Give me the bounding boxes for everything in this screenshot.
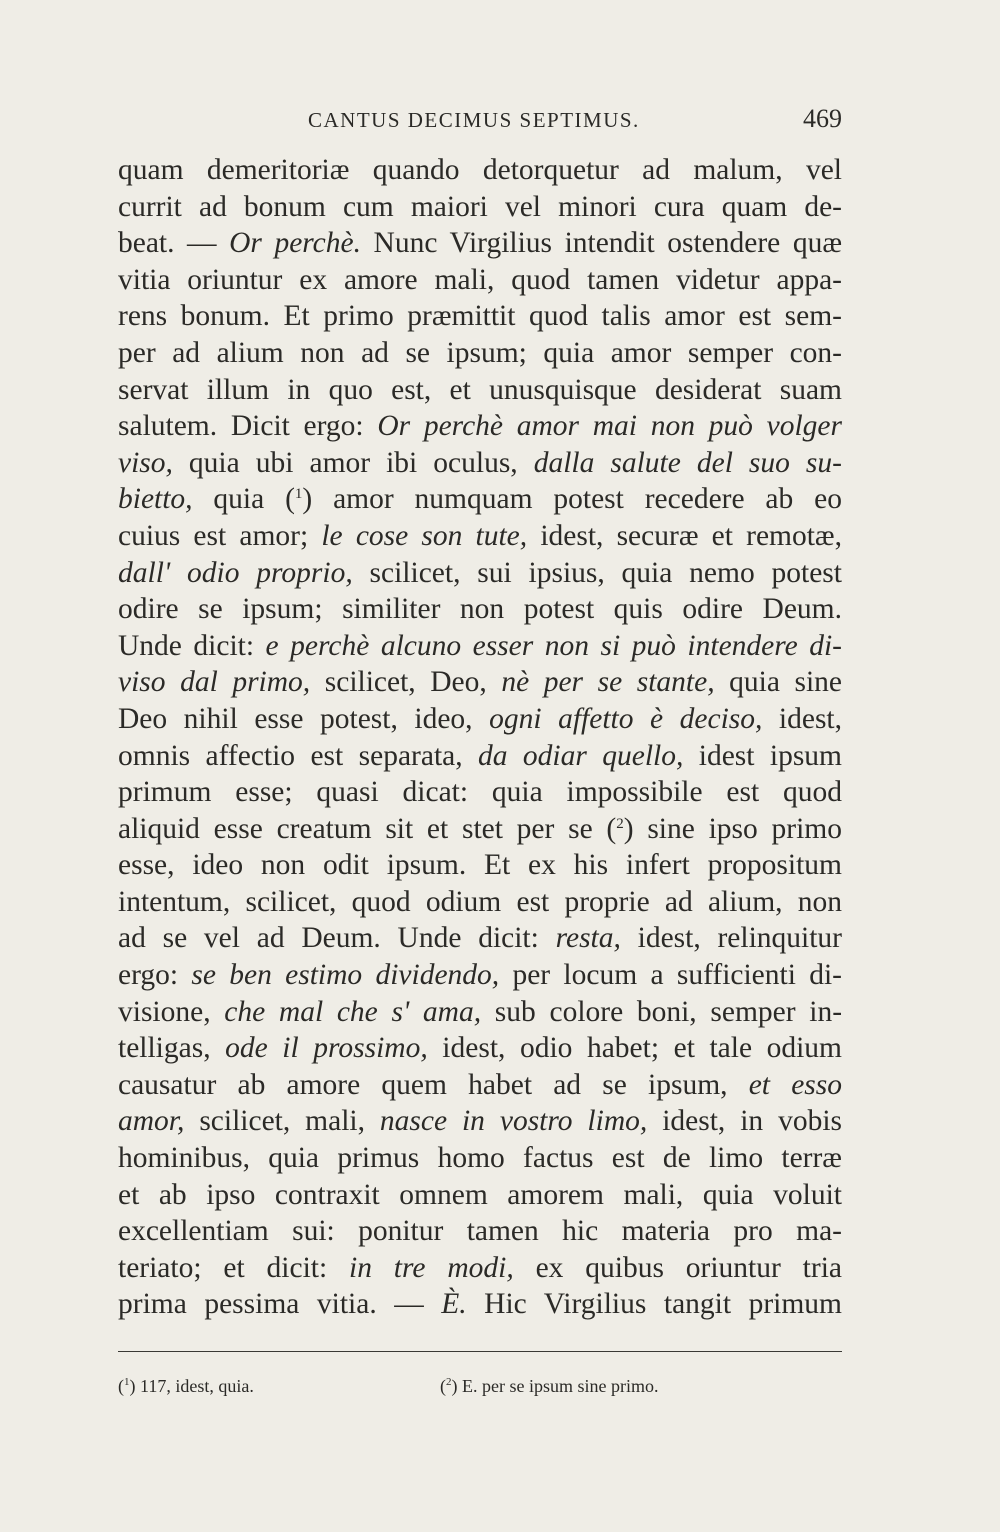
- text-segment: odire se ipsum; similiter non potest quis odire Deum.: [118, 593, 842, 626]
- italic-quotation: che mal che s' ama,: [224, 995, 482, 1028]
- text-segment: salutem. Dicit ergo:: [118, 410, 378, 443]
- italic-quotation: dall' odio proprio,: [118, 556, 353, 589]
- text-line: [118, 920, 842, 957]
- text-segment: esse, ideo non odit ipsum. Et ex his infert propositum: [118, 849, 842, 882]
- text-segment: rens bonum. Et primo præmittit quod talis amor est sem-: [118, 300, 842, 333]
- text-line: [118, 701, 842, 738]
- text-line: [118, 664, 842, 701]
- text-line: [118, 481, 842, 518]
- italic-quotation: le cose son tute,: [321, 519, 528, 552]
- text-line: [118, 225, 842, 262]
- italic-quotation: Or perchè.: [229, 227, 361, 260]
- text-line: [118, 518, 842, 555]
- italic-quotation: ogni affetto è deciso,: [489, 702, 763, 735]
- text-segment: scilicet, mali,: [184, 1105, 380, 1138]
- italic-quotation: e perchè alcuno esser non si può intendere di-: [265, 629, 843, 662]
- text-line: [118, 628, 842, 665]
- text-segment: idest, relinquitur: [620, 922, 843, 955]
- text-segment: ex quibus oriuntur tria: [513, 1251, 842, 1284]
- text-line: [118, 189, 842, 226]
- text-segment: scilicet, Deo,: [310, 666, 502, 699]
- italic-quotation: viso dal primo,: [118, 666, 311, 699]
- text-line: [118, 1030, 842, 1067]
- text-segment: teriato; et dicit:: [118, 1251, 350, 1284]
- text-line: [118, 994, 842, 1031]
- text-segment: ad se vel ad Deum. Unde dicit:: [118, 922, 556, 955]
- text-segment: causatur ab amore quem habet ad se ipsum,: [118, 1068, 749, 1101]
- text-line: [118, 372, 842, 409]
- italic-quotation: viso,: [118, 446, 173, 479]
- text-segment: idest ipsum: [683, 739, 842, 772]
- running-title: CANTUS DECIMUS SEPTIMUS.: [308, 108, 640, 132]
- text-segment: beat. —: [118, 227, 230, 260]
- text-segment: Hic Virgilius tangit primum: [466, 1288, 842, 1321]
- text-segment: quam demeritoriæ quando detorquetur ad malum, vel: [118, 154, 842, 186]
- text-segment: currit ad bonum cum maiori vel minori cura quam de-: [118, 190, 842, 223]
- text-line: [118, 262, 842, 299]
- text-segment: omnis affectio est separata,: [118, 739, 479, 772]
- text-segment: excellentiam sui: ponitur tamen hic materia pro ma-: [118, 1215, 842, 1248]
- text-segment: idest, in vobis: [647, 1105, 842, 1138]
- footnote-reference: 1: [294, 486, 303, 503]
- text-line: [118, 555, 842, 592]
- text-segment: visione,: [118, 995, 225, 1028]
- text-segment: vitia oriuntur ex amore mali, quod tamen videtur appa-: [118, 263, 842, 296]
- italic-quotation: resta,: [555, 922, 621, 955]
- italic-quotation: dalla salute del suo su-: [533, 446, 842, 479]
- text-line: [118, 811, 842, 848]
- text-segment: scilicet, sui ipsius, quia nemo potest: [352, 556, 842, 589]
- page-header: [118, 104, 842, 142]
- text-line: [118, 957, 842, 994]
- text-segment: primum esse; quasi dicat: quia impossibile est quod: [118, 776, 842, 809]
- italic-quotation: da odiar quello,: [478, 739, 684, 772]
- text-segment: intentum, scilicet, quod odium est proprie ad alium, non: [118, 885, 842, 918]
- page-number: 469: [803, 104, 842, 133]
- text-line: [118, 1177, 842, 1214]
- italic-quotation: bietto,: [118, 483, 193, 516]
- text-line: [118, 591, 842, 628]
- footnote-separator: [118, 1351, 842, 1352]
- text-segment: per ad alium non ad se ipsum; quia amor semper con-: [118, 336, 842, 369]
- text-segment: ergo:: [118, 959, 192, 992]
- text-segment: Unde dicit:: [118, 629, 266, 662]
- text-line: [118, 1067, 842, 1104]
- italic-quotation: amor,: [118, 1105, 185, 1138]
- text-segment: ) sine ipso primo: [623, 812, 842, 845]
- text-segment: quia ubi amor ibi oculus,: [172, 446, 534, 479]
- text-line: [118, 408, 842, 445]
- text-line: [118, 1140, 842, 1177]
- footnote-text: 117, idest, quia.: [140, 1376, 254, 1396]
- footnote-1: ($^1$) 117, idest, quia.: [118, 1376, 254, 1396]
- italic-quotation: Or perchè amor mai non può volger: [377, 410, 842, 443]
- text-line: [118, 1103, 842, 1140]
- italic-quotation: ode il prossimo,: [225, 1032, 428, 1065]
- text-segment: Deo nihil esse potest, ideo,: [118, 702, 490, 735]
- text-segment: per locum a sufficienti di-: [499, 959, 842, 992]
- commentary-text: [118, 152, 842, 1323]
- text-line: [118, 1213, 842, 1250]
- text-segment: sub colore boni, semper in-: [481, 995, 843, 1028]
- text-line: [118, 152, 842, 189]
- text-segment: aliquid esse creatum sit et stet per se (: [118, 812, 617, 845]
- text-line: [118, 445, 842, 482]
- text-segment: telligas,: [118, 1032, 226, 1065]
- italic-quotation: nè per se stante,: [501, 666, 715, 699]
- footnote-text: E. per se ipsum sine primo.: [462, 1376, 659, 1396]
- text-segment: cuius est amor;: [118, 519, 322, 552]
- text-segment: Nunc Virgilius intendit ostendere quæ: [360, 227, 842, 260]
- italic-quotation: È.: [441, 1288, 467, 1321]
- italic-quotation: nasce in vostro limo,: [379, 1105, 648, 1138]
- text-segment: et ab ipso contraxit omnem amorem mali, quia voluit: [118, 1178, 842, 1211]
- text-line: [118, 335, 842, 372]
- text-line: [118, 738, 842, 775]
- footnote-2: ($^2$) E. per se ipsum sine primo.: [440, 1376, 659, 1396]
- text-line: [118, 1286, 842, 1323]
- footnote-mark: 2: [446, 1376, 452, 1388]
- text-line: [118, 847, 842, 884]
- text-line: [118, 884, 842, 921]
- italic-quotation: in tre modi,: [349, 1251, 514, 1284]
- italic-quotation: se ben estimo dividendo,: [191, 959, 500, 992]
- italic-quotation: et esso: [748, 1068, 843, 1101]
- text-line: [118, 774, 842, 811]
- text-segment: prima pessima vitia. —: [118, 1288, 442, 1321]
- text-segment: quia sine: [714, 666, 842, 699]
- footnote-mark: 1: [124, 1376, 130, 1388]
- text-segment: ) amor numquam potest recedere ab eo: [302, 483, 842, 516]
- footnote-reference: 2: [616, 815, 624, 832]
- text-segment: idest, odio habet; et tale odium: [427, 1032, 842, 1065]
- text-segment: idest, securæ et remotæ,: [527, 519, 842, 552]
- text-segment: idest,: [762, 702, 843, 735]
- text-segment: servat illum in quo est, et unusquisque desiderat suam: [118, 373, 842, 406]
- text-segment: hominibus, quia primus homo factus est de limo terræ: [118, 1142, 842, 1175]
- text-line: [118, 1250, 842, 1287]
- text-segment: quia (: [192, 483, 295, 516]
- text-line: [118, 298, 842, 335]
